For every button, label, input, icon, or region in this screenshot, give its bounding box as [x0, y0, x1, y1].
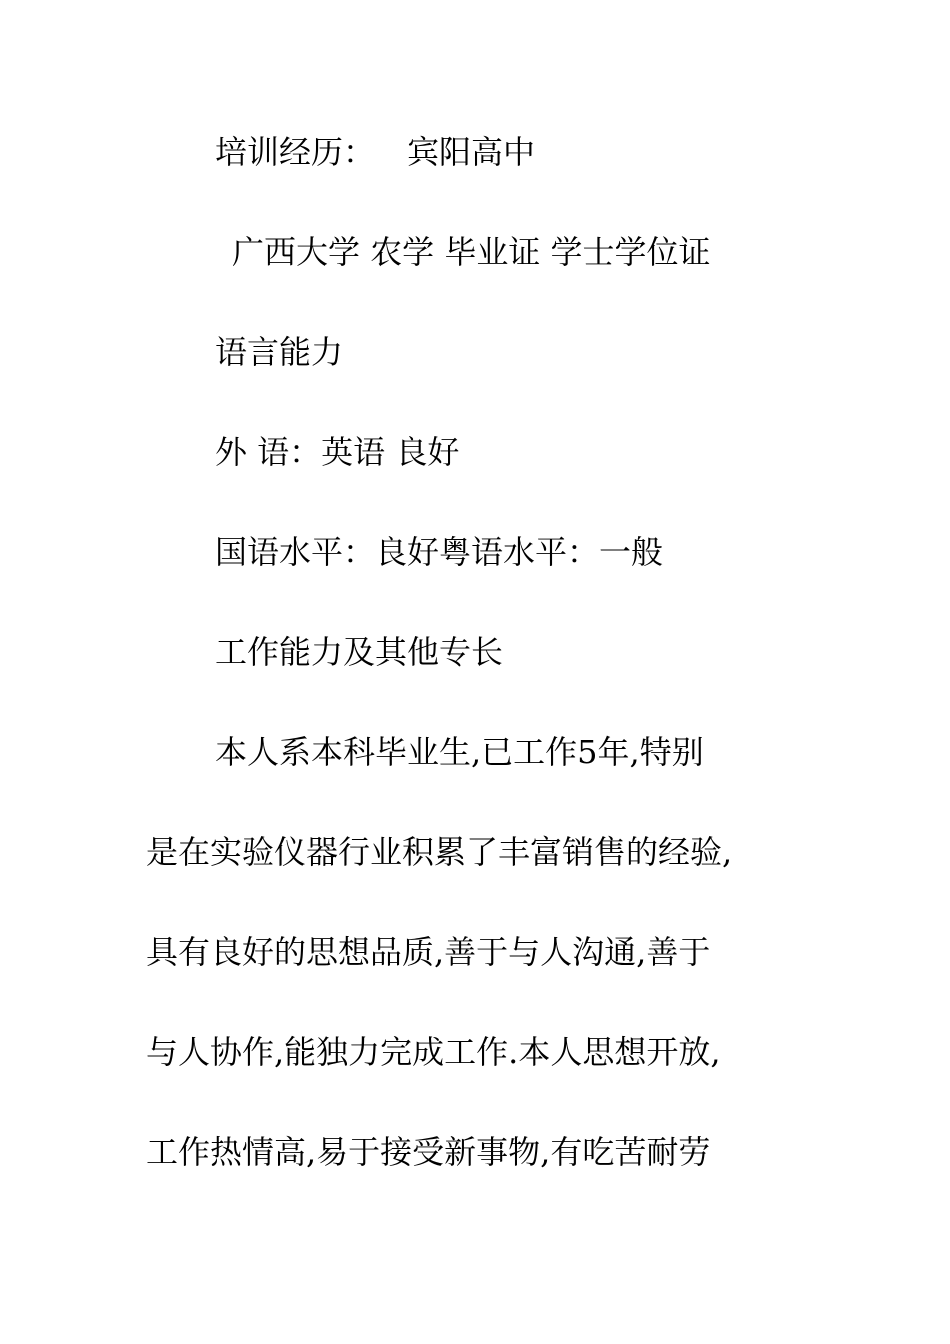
paragraph-line: 本人系本科毕业生,已工作5年,特别	[215, 733, 704, 771]
dialect-line: 国语水平：良好粤语水平：一般	[215, 533, 664, 571]
training-label: 培训经历：	[215, 133, 376, 171]
paragraph-line: 是在实验仪器行业积累了丰富销售的经验,	[146, 833, 733, 871]
paragraph-line: 具有良好的思想品质,善于与人沟通,善于	[146, 933, 711, 971]
university-line: 广西大学 农学 毕业证 学士学位证	[232, 233, 711, 271]
paragraph-line: 与人协作,能独力完成工作.本人思想开放,	[146, 1033, 721, 1071]
training-school: 宾阳高中	[407, 133, 536, 171]
paragraph-line: 工作热情高,易于接受新事物,有吃苦耐劳	[146, 1133, 711, 1171]
skills-heading: 工作能力及其他专长	[215, 633, 504, 671]
training-line	[215, 132, 535, 172]
language-heading: 语言能力	[215, 333, 344, 371]
foreign-language-line: 外 语：英语 良好	[215, 433, 460, 471]
